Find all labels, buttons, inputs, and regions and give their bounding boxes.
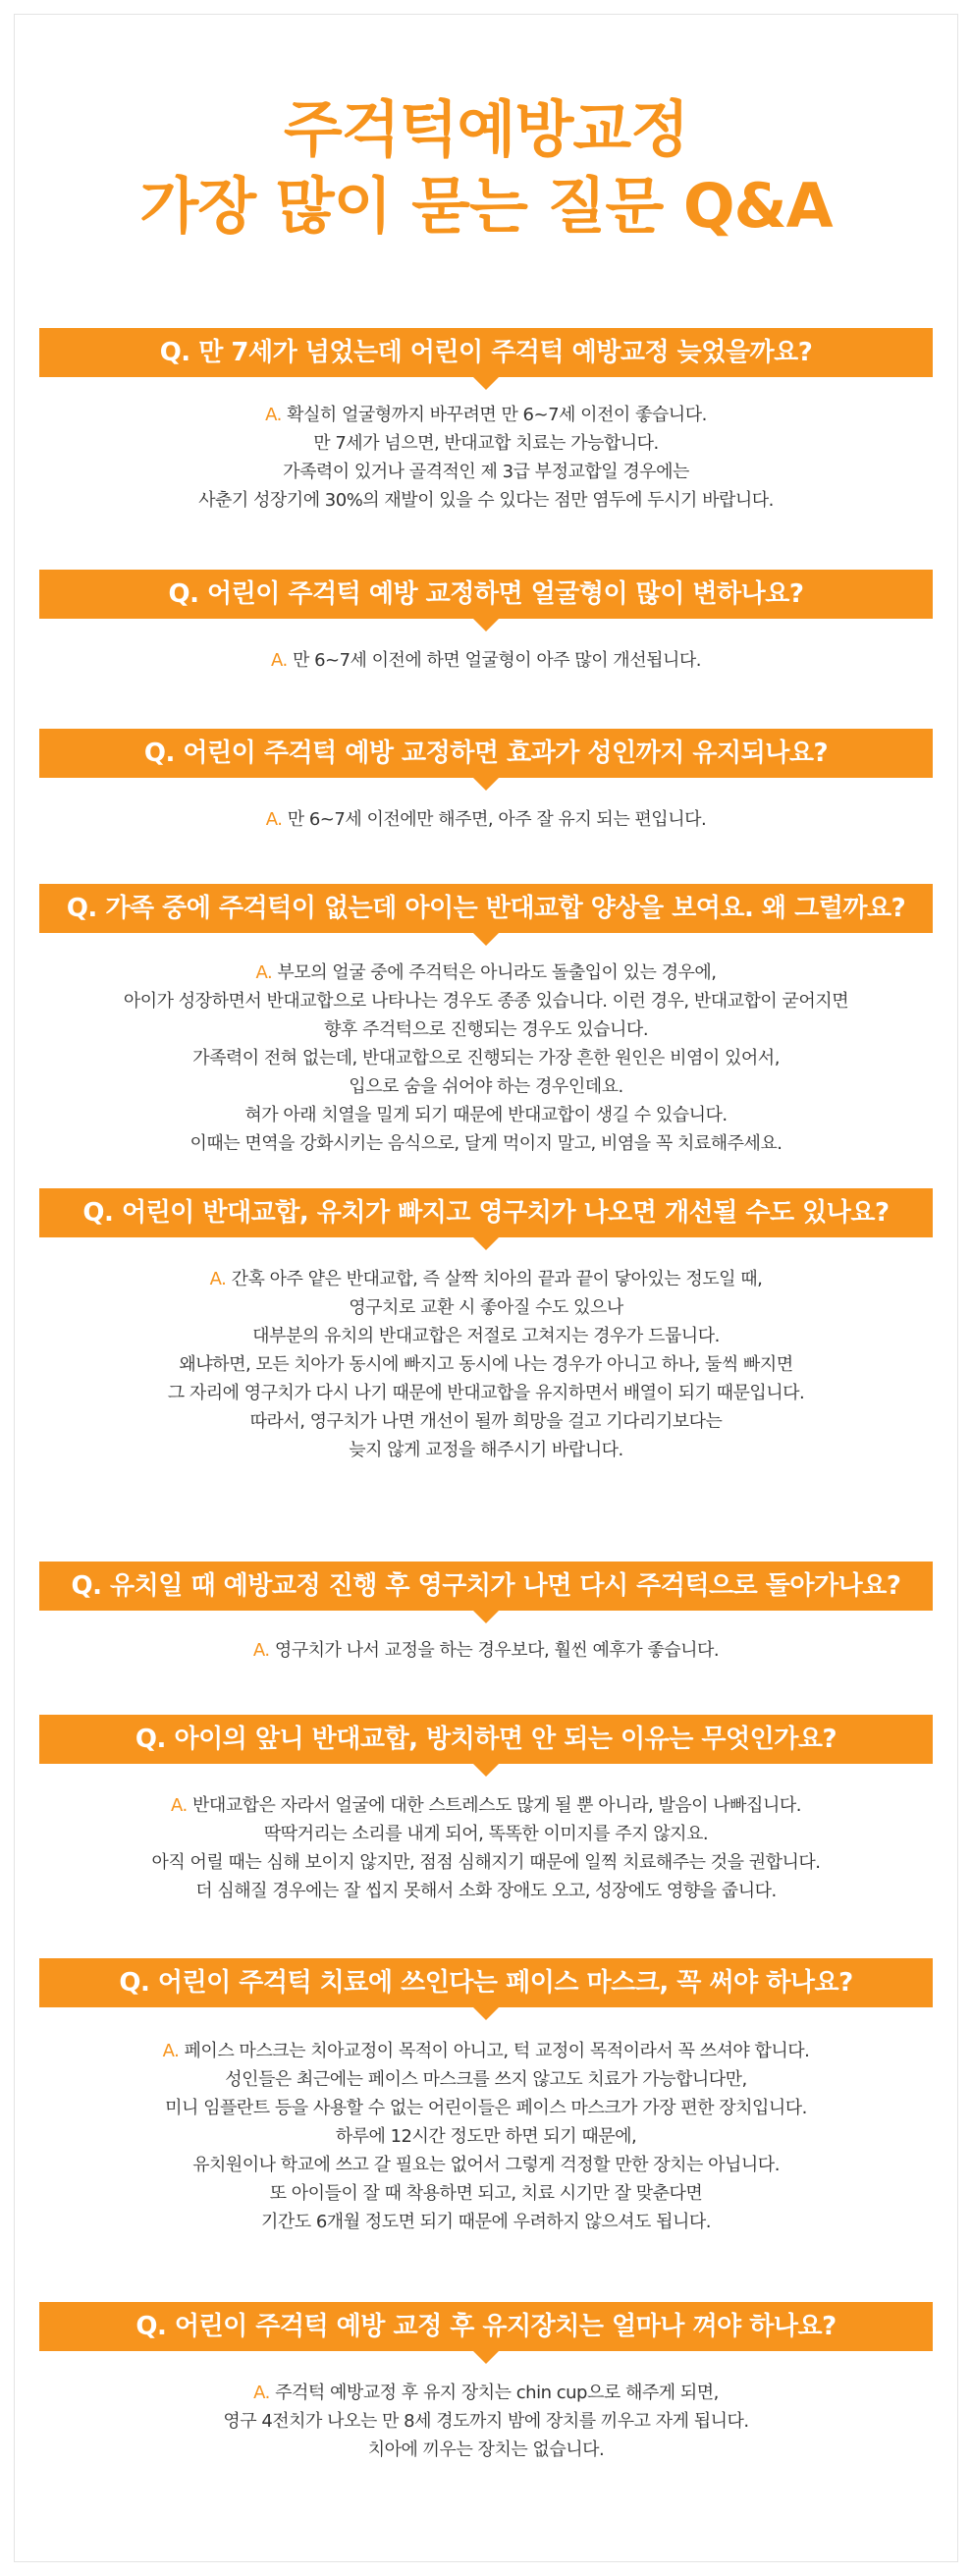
answer-marker: A. bbox=[271, 650, 288, 671]
answer-block: A. 간혹 아주 얕은 반대교합, 즉 살짝 치아의 끝과 끝이 닿아있는 정도일 때, 영구치로 교환 시 좋아질 수도 있으나 대부분의 유치의 반대교합은 저절로 고쳐지는 경우가 드뭅니다. 왜냐하면, 모든 치아가 동시에 빠지고 동시에 나는 경우가 아니고 하나, 둘씩 빠지면 그 자리에 영구치가 다시 나기 때문에 반대교합을 유지하면서 배열이 되기 때문입니다. 따라서, 영구치가 나면 개선이 될까 희망을 걸고 기다리기보다는 늦지 않게 교정을 해주시기 바랍니다. bbox=[167, 1269, 805, 1460]
question-bar: Q. 가족 중에 주걱턱이 없는데 아이는 반대교합 양상을 보여요. 왜 그럴까요? bbox=[39, 884, 933, 933]
question-bar: Q. 어린이 주걱턱 예방 교정하면 효과가 성인까지 유지되나요? bbox=[39, 729, 933, 778]
question-bar: Q. 어린이 주걱턱 예방 교정하면 얼굴형이 많이 변하나요? bbox=[39, 570, 933, 619]
answer-marker: A. bbox=[162, 2041, 180, 2061]
page-subtitle: 가장 많이 묻는 질문 Q&A bbox=[139, 170, 833, 242]
answer-marker: A. bbox=[252, 1640, 270, 1661]
page-title: 주걱턱예방교정 bbox=[283, 93, 689, 165]
question-bar: Q. 만 7세가 넘었는데 어린이 주걱턱 예방교정 늦었을까요? bbox=[39, 328, 933, 377]
question-bar: Q. 어린이 주걱턱 치료에 쓰인다는 페이스 마스크, 꼭 써야 하나요? bbox=[39, 1958, 933, 2007]
answer-block: A. 영구치가 나서 교정을 하는 경우보다, 훨씬 예후가 좋습니다. bbox=[252, 1640, 720, 1661]
answer-block: A. 반대교합은 자라서 얼굴에 대한 스트레스도 많게 될 뿐 아니라, 발음이 나빠집니다. 딱딱거리는 소리를 내게 되어, 똑똑한 이미지를 주지 않지요. 아직 어릴 때는 심해 보이지 않지만, 점점 심해지기 때문에 일찍 치료해주는 것을 권합니다. 더 심해질 경우에는 잘 씹지 못해서 소화 장애도 오고, 성장에도 영향을 줍니다. bbox=[151, 1795, 821, 1901]
question-bar: Q. 유치일 때 예방교정 진행 후 영구치가 나면 다시 주걱턱으로 돌아가나요? bbox=[39, 1562, 933, 1611]
answer-marker: A. bbox=[265, 809, 283, 830]
answer-marker: A. bbox=[253, 2383, 270, 2403]
answer-block: A. 주걱턱 예방교정 후 유지 장치는 chin cup으로 해주게 되면, 영구 4전치가 나오는 만 8세 경도까지 밤에 장치를 끼우고 자게 됩니다. 치아에 끼우는 장치는 없습니다. bbox=[223, 2383, 749, 2460]
question-bar: Q. 아이의 앞니 반대교합, 방치하면 안 되는 이유는 무엇인가요? bbox=[39, 1715, 933, 1764]
answer-block: A. 만 6~7세 이전에만 해주면, 아주 잘 유지 되는 편입니다. bbox=[265, 809, 707, 830]
answer-block: A. 확실히 얼굴형까지 바꾸려면 만 6~7세 이전이 좋습니다. 만 7세가 넘으면, 반대교합 치료는 가능합니다. 가족력이 있거나 골격적인 제 3급 부정교합일 경우에는 사춘기 성장기에 30%의 재발이 있을 수 있다는 점만 염두에 두시기 바랍니다. bbox=[198, 405, 774, 511]
answer-marker: A. bbox=[255, 962, 273, 983]
question-bar: Q. 어린이 반대교합, 유치가 빠지고 영구치가 나오면 개선될 수도 있나요? bbox=[39, 1188, 933, 1237]
answer-block: A. 부모의 얼굴 중에 주걱턱은 아니라도 돌출입이 있는 경우에, 아이가 성장하면서 반대교합으로 나타나는 경우도 종종 있습니다. 이런 경우, 반대교합이 굳어지면 향후 주걱턱으로 진행되는 경우도 있습니다. 가족력이 전혀 없는데, 반대교합으로 진행되는 가장 흔한 원인은 비염이 있어서, 입으로 숨을 쉬어야 하는 경우인데요. 혀가 아래 치열을 밀게 되기 때문에 반대교합이 생길 수 있습니다. 이때는 면역을 강화시키는 음식으로, 달게 먹이지 말고, 비염을 꼭 치료해주세요. bbox=[123, 962, 849, 1154]
answer-block: A. 만 6~7세 이전에 하면 얼굴형이 아주 많이 개선됩니다. bbox=[271, 650, 701, 671]
answer-marker: A. bbox=[171, 1795, 188, 1816]
answer-marker: A. bbox=[265, 405, 282, 425]
answer-marker: A. bbox=[209, 1269, 227, 1289]
answer-block: A. 페이스 마스크는 치아교정이 목적이 아니고, 턱 교정이 목적이라서 꼭 쓰셔야 합니다. 성인들은 최근에는 페이스 마스크를 쓰지 않고도 치료가 가능합니다만, 미니 임플란트 등을 사용할 수 없는 어린이들은 페이스 마스크가 가장 편한 장치입니다. 하루에 12시간 정도만 하면 되기 때문에, 유치원이나 학교에 쓰고 갈 필요는 없어서 그렇게 걱정할 만한 장치는 아닙니다. 또 아이들이 잘 때 착용하면 되고, 치료 시기만 잘 맞춘다면 기간도 6개월 정도면 되기 때문에 우려하지 않으셔도 됩니다. bbox=[162, 2041, 810, 2232]
question-bar: Q. 어린이 주걱턱 예방 교정 후 유지장치는 얼마나 껴야 하나요? bbox=[39, 2302, 933, 2351]
